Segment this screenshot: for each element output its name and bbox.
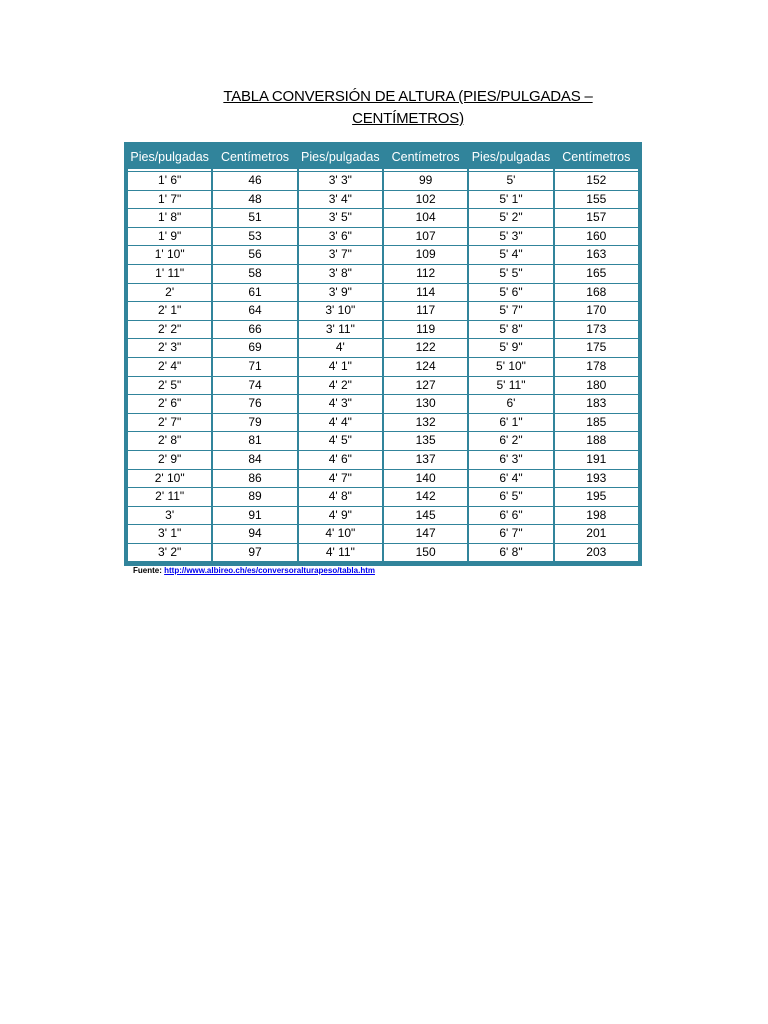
table-cell: 2' 5" <box>128 377 211 395</box>
table-row <box>128 451 638 469</box>
table-cell: 104 <box>384 209 467 227</box>
table-cell: 109 <box>384 246 467 264</box>
table-cell: 48 <box>213 191 296 209</box>
table-cell: 124 <box>384 358 467 376</box>
table-cell: 2' 9" <box>128 451 211 469</box>
table-cell: 2' 6" <box>128 395 211 413</box>
table-cell: 5' 10" <box>469 358 552 376</box>
table-cell: 64 <box>213 302 296 320</box>
table-cell: 198 <box>555 507 638 525</box>
table-cell: 71 <box>213 358 296 376</box>
table-cell: 6' 6" <box>469 507 552 525</box>
table-cell: 117 <box>384 302 467 320</box>
table-row <box>128 265 638 283</box>
table-cell: 86 <box>213 470 296 488</box>
table-row <box>128 525 638 543</box>
table-cell: 147 <box>384 525 467 543</box>
table-row <box>128 377 638 395</box>
table-cell: 152 <box>555 172 638 190</box>
column-header: Pies/pulgadas <box>299 145 382 171</box>
table-cell: 150 <box>384 544 467 562</box>
column-header: Centímetros <box>384 145 467 171</box>
table-cell: 127 <box>384 377 467 395</box>
table-row <box>128 284 638 302</box>
table-cell: 4' 6" <box>299 451 382 469</box>
table-row <box>128 358 638 376</box>
table-cell: 183 <box>555 395 638 413</box>
table-cell: 4' 3" <box>299 395 382 413</box>
table-cell: 6' 3" <box>469 451 552 469</box>
table-row <box>128 209 638 227</box>
table-cell: 2' 7" <box>128 414 211 432</box>
table-cell: 3' 10" <box>299 302 382 320</box>
table-cell: 4' 1" <box>299 358 382 376</box>
table-row <box>128 321 638 339</box>
table-cell: 1' 7" <box>128 191 211 209</box>
table-cell: 3' 9" <box>299 284 382 302</box>
table-cell: 132 <box>384 414 467 432</box>
table-cell: 119 <box>384 321 467 339</box>
table-cell: 99 <box>384 172 467 190</box>
table-cell: 135 <box>384 432 467 450</box>
table-cell: 3' 2" <box>128 544 211 562</box>
table-row <box>128 544 638 562</box>
table-row <box>128 488 638 506</box>
document-title <box>0 86 768 130</box>
table-cell: 91 <box>213 507 296 525</box>
column-header: Pies/pulgadas <box>469 145 552 171</box>
table-cell: 191 <box>555 451 638 469</box>
table-cell: 5' 5" <box>469 265 552 283</box>
table-cell: 3' 8" <box>299 265 382 283</box>
table-row <box>128 246 638 264</box>
table-cell: 4' 9" <box>299 507 382 525</box>
table-cell: 66 <box>213 321 296 339</box>
table-cell: 6' 4" <box>469 470 552 488</box>
table-cell: 4' 10" <box>299 525 382 543</box>
table-row <box>128 191 638 209</box>
table-cell: 56 <box>213 246 296 264</box>
table-cell: 4' 8" <box>299 488 382 506</box>
table-cell: 137 <box>384 451 467 469</box>
table-cell: 94 <box>213 525 296 543</box>
table-cell: 5' 8" <box>469 321 552 339</box>
table-cell: 122 <box>384 339 467 357</box>
table-cell: 5' <box>469 172 552 190</box>
table-cell: 193 <box>555 470 638 488</box>
table-cell: 89 <box>213 488 296 506</box>
table-cell: 4' <box>299 339 382 357</box>
column-header: Centímetros <box>213 145 296 171</box>
table-cell: 203 <box>555 544 638 562</box>
table-cell: 112 <box>384 265 467 283</box>
table-cell: 4' 11" <box>299 544 382 562</box>
table-cell: 3' 1" <box>128 525 211 543</box>
table-cell: 97 <box>213 544 296 562</box>
table-cell: 1' 10" <box>128 246 211 264</box>
title-line-2: CENTÍMETROS) <box>352 110 464 127</box>
table-cell: 3' 11" <box>299 321 382 339</box>
table-cell: 4' 5" <box>299 432 382 450</box>
table-cell: 3' 5" <box>299 209 382 227</box>
table-cell: 5' 4" <box>469 246 552 264</box>
table-row <box>128 339 638 357</box>
table-cell: 2' 10" <box>128 470 211 488</box>
table-cell: 74 <box>213 377 296 395</box>
table-cell: 5' 9" <box>469 339 552 357</box>
table-cell: 107 <box>384 228 467 246</box>
table-cell: 5' 6" <box>469 284 552 302</box>
column-header: Centímetros <box>555 145 638 171</box>
table-cell: 69 <box>213 339 296 357</box>
table-cell: 6' 2" <box>469 432 552 450</box>
source-link[interactable]: http://www.albireo.ch/es/conversoralturapeso/tabla.htm <box>164 566 375 575</box>
table-cell: 6' <box>469 395 552 413</box>
table-cell: 5' 3" <box>469 228 552 246</box>
table-cell: 4' 7" <box>299 470 382 488</box>
table-cell: 4' 2" <box>299 377 382 395</box>
table-cell: 84 <box>213 451 296 469</box>
table-cell: 102 <box>384 191 467 209</box>
table-cell: 3' 7" <box>299 246 382 264</box>
table-cell: 6' 8" <box>469 544 552 562</box>
table-cell: 51 <box>213 209 296 227</box>
table-cell: 185 <box>555 414 638 432</box>
table-header-row <box>128 145 638 171</box>
table-row <box>128 507 638 525</box>
table-cell: 46 <box>213 172 296 190</box>
table-cell: 175 <box>555 339 638 357</box>
table-cell: 5' 2" <box>469 209 552 227</box>
table-cell: 188 <box>555 432 638 450</box>
table-body <box>128 172 638 561</box>
table-cell: 1' 8" <box>128 209 211 227</box>
table-cell: 2' 4" <box>128 358 211 376</box>
table-cell: 163 <box>555 246 638 264</box>
table-cell: 53 <box>213 228 296 246</box>
table-cell: 3' 3" <box>299 172 382 190</box>
table-cell: 6' 7" <box>469 525 552 543</box>
table-cell: 3' 6" <box>299 228 382 246</box>
table-cell: 5' 7" <box>469 302 552 320</box>
table-row <box>128 228 638 246</box>
table-cell: 1' 9" <box>128 228 211 246</box>
table-cell: 3' <box>128 507 211 525</box>
table-row <box>128 414 638 432</box>
table-row <box>128 302 638 320</box>
conversion-table-frame <box>124 142 642 566</box>
table-cell: 157 <box>555 209 638 227</box>
table-cell: 2' <box>128 284 211 302</box>
table-cell: 114 <box>384 284 467 302</box>
table-cell: 2' 1" <box>128 302 211 320</box>
table-cell: 79 <box>213 414 296 432</box>
table-cell: 180 <box>555 377 638 395</box>
table-cell: 5' 11" <box>469 377 552 395</box>
table-row <box>128 172 638 190</box>
column-header: Pies/pulgadas <box>128 145 211 171</box>
table-cell: 195 <box>555 488 638 506</box>
table-cell: 155 <box>555 191 638 209</box>
table-cell: 2' 2" <box>128 321 211 339</box>
table-cell: 173 <box>555 321 638 339</box>
table-cell: 2' 8" <box>128 432 211 450</box>
source-note <box>133 566 375 575</box>
table-cell: 1' 6" <box>128 172 211 190</box>
table-row <box>128 470 638 488</box>
table-cell: 61 <box>213 284 296 302</box>
table-row <box>128 395 638 413</box>
table-cell: 165 <box>555 265 638 283</box>
table-cell: 4' 4" <box>299 414 382 432</box>
title-line-1: TABLA CONVERSIÓN DE ALTURA (PIES/PULGADAS – <box>223 88 593 105</box>
table-cell: 168 <box>555 284 638 302</box>
table-cell: 3' 4" <box>299 191 382 209</box>
table-cell: 142 <box>384 488 467 506</box>
table-cell: 2' 11" <box>128 488 211 506</box>
table-cell: 130 <box>384 395 467 413</box>
table-cell: 6' 1" <box>469 414 552 432</box>
table-cell: 58 <box>213 265 296 283</box>
table-row <box>128 432 638 450</box>
table-cell: 81 <box>213 432 296 450</box>
table-cell: 6' 5" <box>469 488 552 506</box>
table-cell: 5' 1" <box>469 191 552 209</box>
table-cell: 201 <box>555 525 638 543</box>
table-cell: 76 <box>213 395 296 413</box>
table-cell: 145 <box>384 507 467 525</box>
table-cell: 140 <box>384 470 467 488</box>
table-cell: 178 <box>555 358 638 376</box>
table-cell: 170 <box>555 302 638 320</box>
conversion-table <box>126 144 640 562</box>
table-cell: 1' 11" <box>128 265 211 283</box>
table-cell: 2' 3" <box>128 339 211 357</box>
table-cell: 160 <box>555 228 638 246</box>
source-label: Fuente: <box>133 566 162 575</box>
